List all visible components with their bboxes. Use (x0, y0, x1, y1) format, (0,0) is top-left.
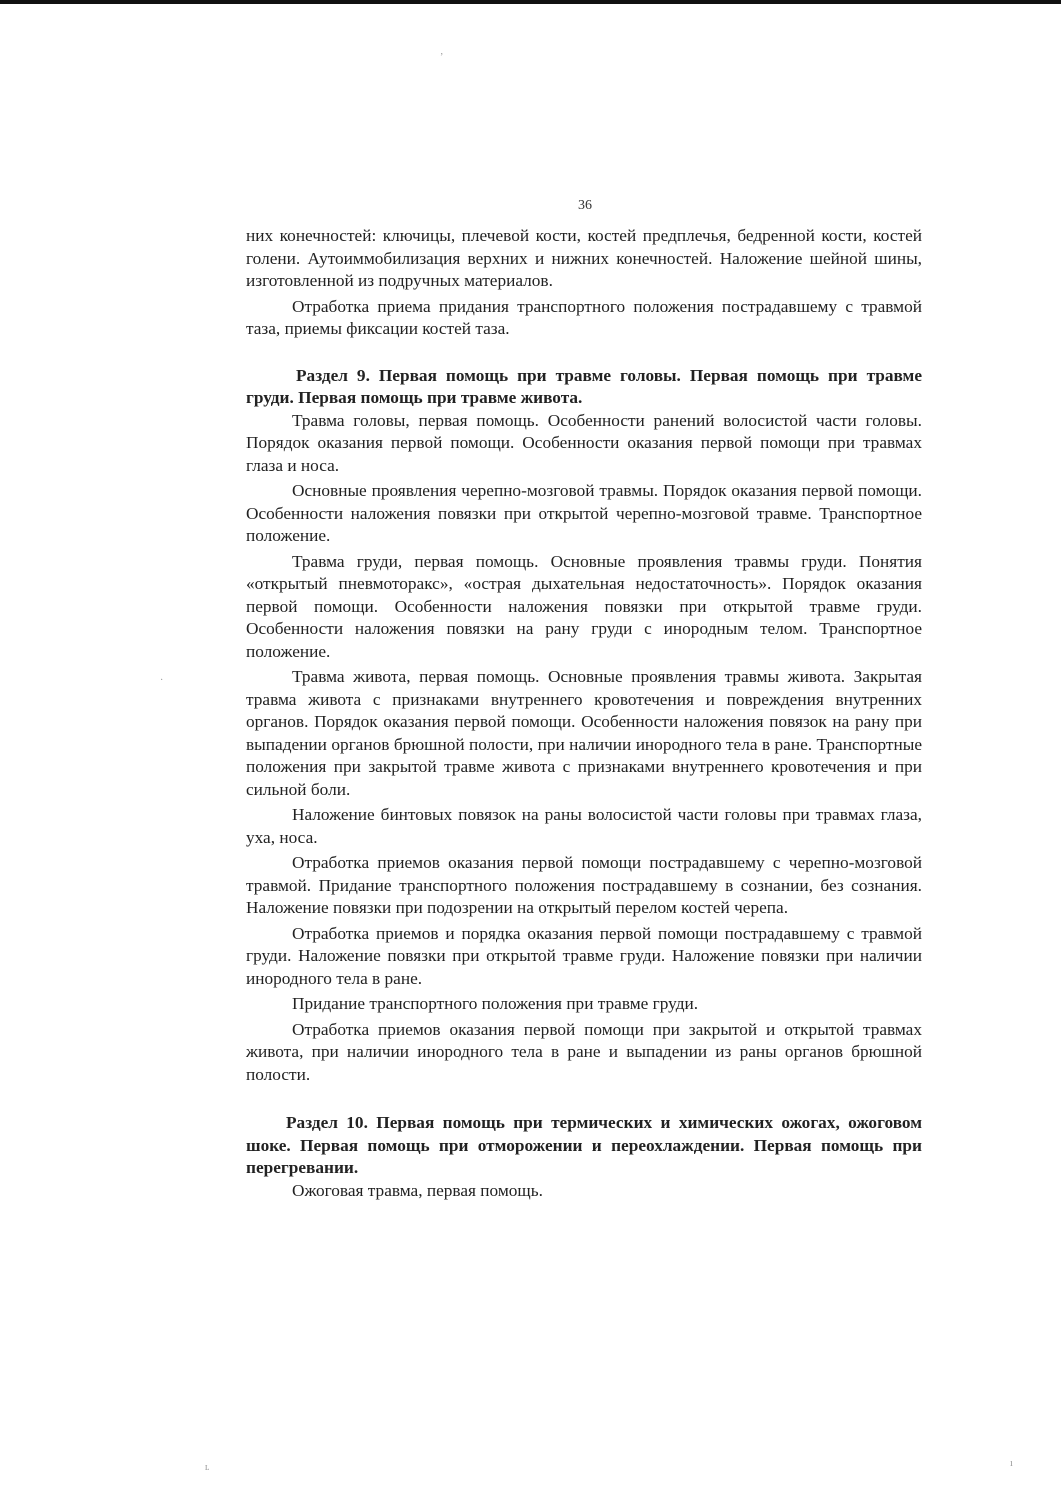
section-9-paragraph-3: Травма груди, первая помощь. Основные проявления травмы груди. Понятия «открытый пневмоторакс», «острая дыхательная недостаточность». Порядок оказания первой помощи. Особенности наложения повязки при открытой травме груди. Особенности наложения повязки на рану груди с инородным телом. Транспортное положение. (246, 551, 922, 661)
intro-paragraph-1: них конечностей: ключицы, плечевой кости, костей предплечья, бедренной кости, костей голени. Аутоиммобилизация верхних и нижних конечностей. Наложение шейной шины, изготовленной из подручных материалов. (246, 226, 922, 290)
section-9-paragraph-7: Отработка приемов и порядка оказания первой помощи пострадавшему с травмой груди. Наложение повязки при открытой травме груди. Наложение повязки при наличии инородного тела в ране. (246, 923, 922, 988)
scan-speck: ʼ (440, 52, 444, 63)
section-9-heading: Раздел 9. Первая помощь при травме головы. Первая помощь при травме груди. Первая помощь при травме живота. (246, 365, 922, 407)
intro-paragraph-2: Отработка приема придания транспортного положения пострадавшему с травмой таза, приемы фиксации костей таза. (246, 296, 922, 338)
scan-speck: · (160, 675, 164, 686)
section-9-paragraph-4: Травма живота, первая помощь. Основные проявления травмы живота. Закрытая травма живота с признаками внутреннего кровотечения и повреждения внутренних органов. Порядок оказания первой помощи. Особенности наложения повязок на рану при выпадении органов брюшной полости, при наличии инородного тела в ране. Транспортные положения при закрытой травме живота с признаками внутреннего кровотечения и при сильной боли. (246, 667, 922, 799)
section-9-paragraph-2: Основные проявления черепно-мозговой травмы. Порядок оказания первой помощи. Особенности наложения повязки при открытой черепно-мозговой травме. Транспортное положение. (246, 481, 922, 545)
scan-top-edge (0, 0, 1061, 4)
section-9-paragraph-8: Придание транспортного положения при травме груди. (292, 994, 699, 1013)
scan-speck: ı (1010, 1458, 1013, 1469)
section-10-heading: Раздел 10. Первая помощь при термических и химических ожогах, ожоговом шоке. Первая помощь при отморожении и переохлаждении. Первая помощь при перегревании. (246, 1113, 922, 1177)
section-9-paragraph-1: Травма головы, первая помощь. Особенности ранений волосистой части головы. Порядок оказания первой помощи. Особенности оказания первой помощи при травмах глаза и носа. (246, 410, 922, 475)
page-number: 36 (578, 198, 592, 213)
section-9-paragraph-9: Отработка приемов оказания первой помощи при закрытой и открытой травмах живота, при наличии инородного тела в ране и выпадении из раны органов брюшной полости. (246, 1019, 922, 1084)
document-body (246, 225, 922, 1202)
section-10-paragraph-1: Ожоговая травма, первая помощь. (292, 1180, 543, 1200)
section-9-paragraph-5: Наложение бинтовых повязок на раны волосистой части головы при травмах глаза, уха, носа. (246, 805, 922, 847)
scan-speck: ʟ (205, 1462, 210, 1473)
section-9-paragraph-6: Отработка приемов оказания первой помощи пострадавшему с черепно-мозговой травмой. Придание транспортного положения пострадавшему в сознании, без сознания. Наложение повязки при подозрении на открытый перелом костей черепа. (246, 853, 922, 917)
